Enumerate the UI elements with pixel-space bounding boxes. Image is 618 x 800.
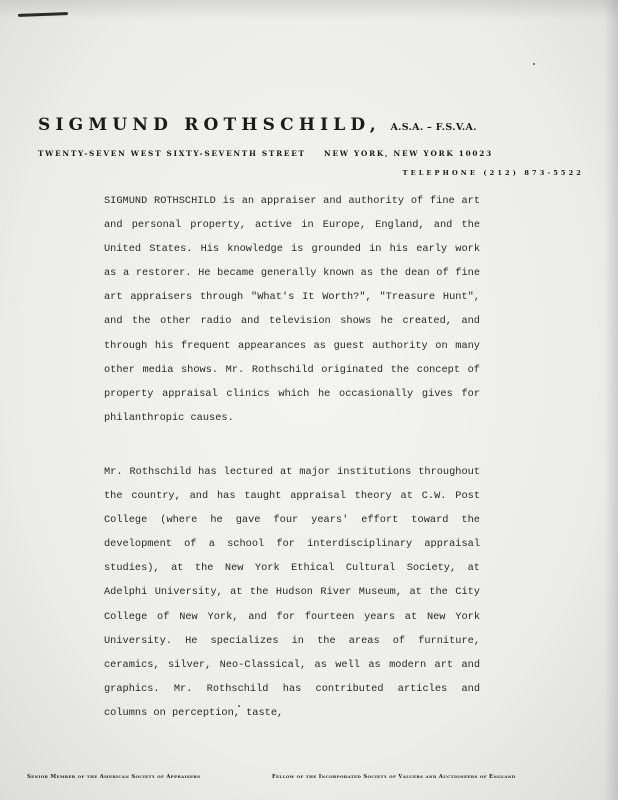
ink-speck (238, 705, 240, 707)
ink-speck (533, 63, 535, 65)
body-paragraph-2: Mr. Rothschild has lectured at major institutions throughout the country, and has taught appraisal theory at C.W. Post College (where he gave four years' effort toward the development of a school for interdisciplinary appraisal studies), at the New York Ethical Cultural Society, at Adelphi University, at the Hudson River Museum, at the City College of New York, and for fourteen years at New York University. He specializes in the areas of furniture, ceramics, silver, Neo-Classical, as well as modern art and graphics. Mr. Rothschild has contributed articles and columns on perception, taste, (104, 466, 480, 719)
letterhead-address (38, 149, 493, 158)
letterhead-telephone: TELEPHONE (212) 873-5522 (402, 169, 584, 177)
paper-fold-shadow (0, 0, 618, 20)
letterhead-city: NEW YORK, NEW YORK 10023 (324, 149, 493, 158)
letterhead-name: SIGMUND ROTHSCHILD, (38, 115, 381, 135)
letterhead-street: TWENTY-SEVEN WEST SIXTY-SEVENTH STREET (38, 149, 306, 158)
body-paragraph-1: SIGMUND ROTHSCHILD is an appraiser and authority of fine art and personal property, active in Europe, England, and the United States. His knowledge is grounded in his early work as a restorer. He became generally known as the dean of fine art appraisers through "What's It Worth?", "Treasure Hunt", and the other radio and television shows he created, and through his frequent appearances as guest authority on many other media shows. Mr. Rothschild originated the concept of property appraisal clinics which he occasionally gives for philanthropic causes. (104, 195, 480, 424)
letterhead-title (38, 115, 477, 135)
footer-right: Fellow of the Incorporated Society of Valuers and Auctioneers of England (272, 774, 516, 780)
footer-left: Senior Member of the American Society of Appraisers (27, 774, 201, 780)
letterhead-credentials: A.S.A. – F.S.V.A. (390, 122, 477, 133)
paper-edge-shadow (604, 0, 618, 800)
